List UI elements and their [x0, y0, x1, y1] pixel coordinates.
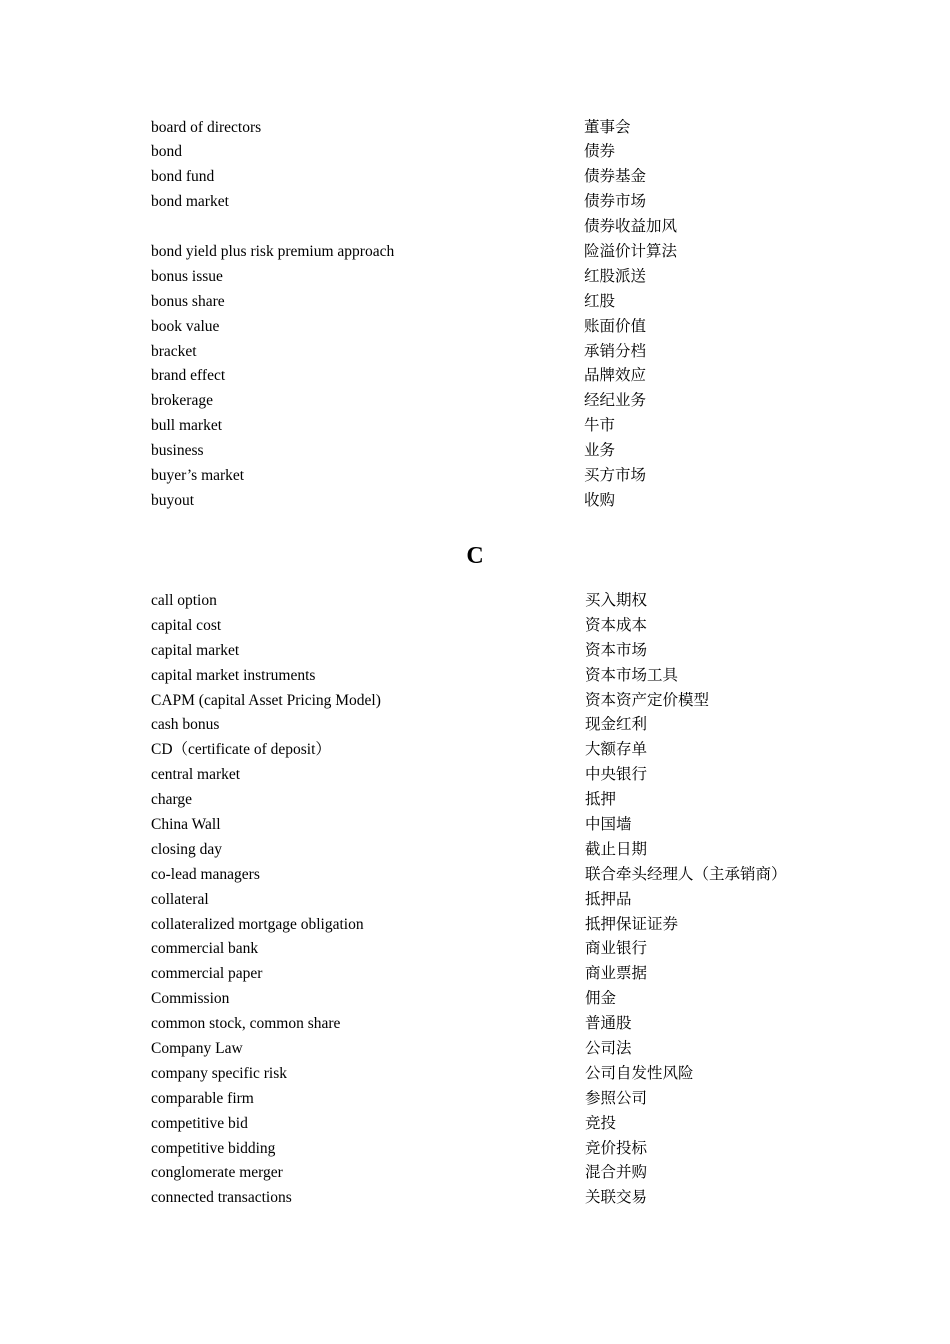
term-en: bull market — [151, 417, 223, 435]
term-en: capital cost — [151, 616, 222, 634]
glossary-entry — [151, 190, 831, 215]
glossary-entry — [151, 1112, 831, 1137]
glossary-entry — [151, 414, 831, 439]
term-zh: 品牌效应 — [584, 367, 647, 385]
term-en: China Wall — [151, 816, 221, 834]
term-zh: 账面价值 — [584, 317, 647, 335]
glossary-entry — [151, 1037, 831, 1062]
term-zh: 公司法 — [585, 1040, 632, 1058]
term-zh — [584, 215, 677, 265]
term-en: book value — [151, 317, 220, 335]
term-en: commercial paper — [151, 965, 263, 983]
glossary-entry — [151, 763, 831, 788]
term-zh: 中国墙 — [585, 816, 632, 834]
glossary-entry — [151, 1087, 831, 1112]
glossary-entry — [151, 340, 831, 365]
term-zh: 竞价投标 — [585, 1139, 648, 1157]
term-zh: 抵押品 — [585, 890, 632, 908]
term-en: connected transactions — [151, 1189, 292, 1207]
term-zh: 竞投 — [585, 1114, 617, 1132]
term-en: common stock, common share — [151, 1015, 341, 1033]
glossary-section-c — [151, 589, 831, 1211]
term-zh: 红股 — [584, 292, 616, 310]
glossary-entry — [151, 987, 831, 1012]
term-zh: 经纪业务 — [584, 392, 647, 410]
term-zh: 业务 — [584, 442, 616, 460]
term-en: buyout — [151, 491, 195, 509]
term-zh: 债券 — [584, 143, 616, 161]
term-en: co-lead managers — [151, 865, 260, 883]
glossary-entry — [151, 913, 831, 938]
term-en: company specific risk — [151, 1064, 288, 1082]
term-zh: 承销分档 — [584, 342, 647, 360]
glossary-entry — [151, 813, 831, 838]
term-en: Commission — [151, 990, 230, 1008]
term-en: buyer’s market — [151, 466, 245, 484]
term-en: comparable firm — [151, 1089, 254, 1107]
glossary-entry — [151, 265, 831, 290]
term-en: competitive bidding — [151, 1139, 276, 1157]
term-zh: 买方市场 — [584, 466, 647, 484]
term-en: bond — [151, 143, 182, 161]
term-en: capital market instruments — [151, 666, 316, 684]
term-en: CAPM (capital Asset Pricing Model) — [151, 691, 381, 709]
term-zh: 债券基金 — [584, 168, 647, 186]
term-en: bonus issue — [151, 267, 223, 285]
term-en: commercial bank — [151, 940, 259, 958]
glossary-entry — [151, 788, 831, 813]
term-en: brokerage — [151, 392, 213, 410]
term-zh: 参照公司 — [585, 1089, 648, 1107]
term-zh: 董事会 — [584, 118, 631, 136]
term-en: conglomerate merger — [151, 1164, 283, 1182]
term-en: call option — [151, 592, 217, 609]
term-zh: 债券市场 — [584, 193, 647, 211]
term-en: collateral — [151, 890, 209, 908]
term-zh: 资本市场工具 — [585, 666, 679, 684]
term-zh: 佣金 — [585, 990, 617, 1008]
term-en: cash bonus — [151, 716, 220, 734]
term-zh-line: 险溢价计算法 — [584, 242, 678, 260]
glossary-entry — [151, 140, 831, 165]
term-zh: 收购 — [584, 491, 616, 509]
term-zh: 截止日期 — [585, 840, 648, 858]
term-zh: 买入期权 — [585, 592, 648, 609]
term-zh: 混合并购 — [585, 1164, 648, 1182]
term-zh: 商业银行 — [585, 940, 648, 958]
glossary-entry — [151, 290, 831, 315]
term-zh: 资本市场 — [585, 641, 648, 659]
glossary-entry — [151, 962, 831, 987]
term-zh: 抵押保证证券 — [585, 915, 679, 933]
term-zh: 公司自发性风险 — [585, 1064, 694, 1082]
glossary-entry — [151, 689, 831, 714]
term-en: bond market — [151, 193, 229, 211]
term-zh: 关联交易 — [585, 1189, 648, 1207]
term-zh: 资本资产定价模型 — [585, 691, 710, 709]
glossary-entry — [151, 389, 831, 414]
term-zh: 红股派送 — [584, 267, 647, 285]
glossary-entry — [151, 165, 831, 190]
term-zh: 牛市 — [584, 417, 616, 435]
term-zh: 中央银行 — [585, 766, 648, 784]
term-en: bond fund — [151, 168, 215, 186]
glossary-entry — [151, 489, 831, 514]
term-en: central market — [151, 766, 241, 784]
glossary-entry — [151, 614, 831, 639]
glossary-entry — [151, 937, 831, 962]
glossary-entry — [151, 888, 831, 913]
term-en: business — [151, 442, 204, 460]
glossary-entry — [151, 215, 831, 265]
glossary-entry — [151, 439, 831, 464]
term-en: Company Law — [151, 1040, 243, 1058]
term-zh: 大额存单 — [585, 741, 648, 759]
glossary-entry — [151, 863, 831, 888]
section-letter-heading: C — [466, 543, 484, 569]
term-en: board of directors — [151, 118, 262, 136]
glossary-section-b — [151, 116, 831, 514]
glossary-entry — [151, 364, 831, 389]
term-en: closing day — [151, 840, 223, 858]
term-en: competitive bid — [151, 1114, 248, 1132]
term-en: brand effect — [151, 367, 226, 385]
glossary-entry — [151, 713, 831, 738]
term-zh-line: 债券收益加风 — [584, 218, 678, 236]
glossary-entry — [151, 1012, 831, 1037]
glossary-entry — [151, 664, 831, 689]
glossary-entry — [151, 1186, 831, 1211]
glossary-entry — [151, 1062, 831, 1087]
term-zh: 现金红利 — [585, 716, 648, 734]
term-zh: 联合牵头经理人（主承销商） — [585, 865, 787, 883]
term-en: collateralized mortgage obligation — [151, 915, 364, 933]
term-en: charge — [151, 791, 193, 809]
term-en: CD（certificate of deposit） — [151, 741, 331, 759]
glossary-entry — [151, 589, 831, 614]
glossary-entry — [151, 1137, 831, 1162]
glossary-entry — [151, 738, 831, 763]
term-zh: 资本成本 — [585, 616, 648, 634]
term-en: bonus share — [151, 292, 225, 310]
glossary-entry — [151, 464, 831, 489]
glossary-entry — [151, 116, 831, 141]
term-en: bracket — [151, 342, 197, 360]
term-en: capital market — [151, 641, 240, 659]
glossary-entry — [151, 639, 831, 664]
term-zh: 普通股 — [585, 1015, 632, 1033]
glossary-entry — [151, 315, 831, 340]
glossary-entry — [151, 1161, 831, 1186]
glossary-entry — [151, 838, 831, 863]
term-zh: 抵押 — [585, 791, 617, 809]
term-en: bond yield plus risk premium approach — [151, 242, 395, 260]
term-zh: 商业票据 — [585, 965, 648, 983]
